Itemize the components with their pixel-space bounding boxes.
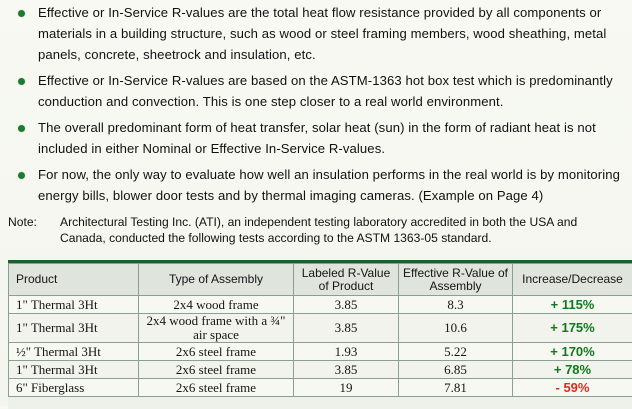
bullet-item-effective-r-values xyxy=(18,2,622,65)
results-table xyxy=(8,263,632,397)
assembly-cell: 2x4 wood frame with a ¾" air space xyxy=(139,314,294,343)
table-row xyxy=(9,296,632,314)
header-type-of-assembly: Type of Assembly xyxy=(139,264,294,296)
table-row xyxy=(9,343,632,361)
assembly-cell: 2x6 steel frame xyxy=(139,361,294,379)
product-cell: ½" Thermal 3Ht xyxy=(9,343,139,361)
labeled-r-value-cell: 3.85 xyxy=(294,296,399,314)
product-cell: 1" Thermal 3Ht xyxy=(9,314,139,343)
effective-r-value-cell: 10.6 xyxy=(399,314,513,343)
bullet-icon xyxy=(18,172,25,179)
header-product: Product xyxy=(9,264,139,296)
product-cell: 1" Thermal 3Ht xyxy=(9,361,139,379)
bullet-text: The overall predominant form of heat transfer, solar heat (sun) in the form of radiant heat is not included in either Nominal or Effective In-Service R-values. xyxy=(38,117,622,159)
assembly-cell: 2x6 steel frame xyxy=(139,379,294,397)
table-header-row xyxy=(9,264,632,296)
assembly-cell: 2x6 steel frame xyxy=(139,343,294,361)
product-cell: 6" Fiberglass xyxy=(9,379,139,397)
note-text: Architectural Testing Inc. (ATI), an independent testing laboratory accredited in both the USA and Canada, conducted the following tests according to the ASTM 1363-05 standard. xyxy=(60,214,626,246)
bullet-list xyxy=(18,2,622,211)
labeled-r-value-cell: 3.85 xyxy=(294,314,399,343)
header-effective-r-value: Effective R-Value of Assembly xyxy=(399,264,513,296)
bullet-item-astm-test xyxy=(18,70,622,112)
results-table-container xyxy=(8,260,632,409)
table-row xyxy=(9,361,632,379)
bullet-text: Effective or In-Service R-values are based on the ASTM-1363 hot box test which is predominantly conduction and convection. This is one step closer to a real world environment. xyxy=(38,70,622,112)
note-label: Note: xyxy=(8,214,60,246)
bullet-text: For now, the only way to evaluate how well an insulation performs in the real world is by monitoring energy bills, blower door tests and by thermal imaging cameras. (Example on Page 4) xyxy=(38,164,622,206)
effective-r-value-cell: 5.22 xyxy=(399,343,513,361)
effective-r-value-cell: 6.85 xyxy=(399,361,513,379)
increase-decrease-cell: + 170% xyxy=(513,343,632,361)
effective-r-value-cell: 8.3 xyxy=(399,296,513,314)
bullet-text: Effective or In-Service R-values are the total heat flow resistance provided by all components or materials in a building structure, such as wood or steel framing members, wood sheathing, metal panels, concrete, sheetrock and insulation, etc. xyxy=(38,2,622,65)
labeled-r-value-cell: 19 xyxy=(294,379,399,397)
labeled-r-value-cell: 3.85 xyxy=(294,361,399,379)
table-body xyxy=(9,296,632,397)
product-cell: 1" Thermal 3Ht xyxy=(9,296,139,314)
labeled-r-value-cell: 1.93 xyxy=(294,343,399,361)
assembly-cell: 2x4 wood frame xyxy=(139,296,294,314)
note-block xyxy=(8,214,626,246)
bullet-item-radiant-heat xyxy=(18,117,622,159)
increase-decrease-cell: + 78% xyxy=(513,361,632,379)
bullet-icon xyxy=(18,10,25,17)
increase-decrease-cell: + 115% xyxy=(513,296,632,314)
table-row xyxy=(9,314,632,343)
bullet-icon xyxy=(18,78,25,85)
bullet-icon xyxy=(18,125,25,132)
table-row xyxy=(9,379,632,397)
increase-decrease-cell: + 175% xyxy=(513,314,632,343)
increase-decrease-cell: - 59% xyxy=(513,379,632,397)
bullet-item-real-world-evaluation xyxy=(18,164,622,206)
header-labeled-r-value: Labeled R-Value of Product xyxy=(294,264,399,296)
header-increase-decrease: Increase/Decrease xyxy=(513,264,632,296)
table-header xyxy=(9,264,632,296)
effective-r-value-cell: 7.81 xyxy=(399,379,513,397)
